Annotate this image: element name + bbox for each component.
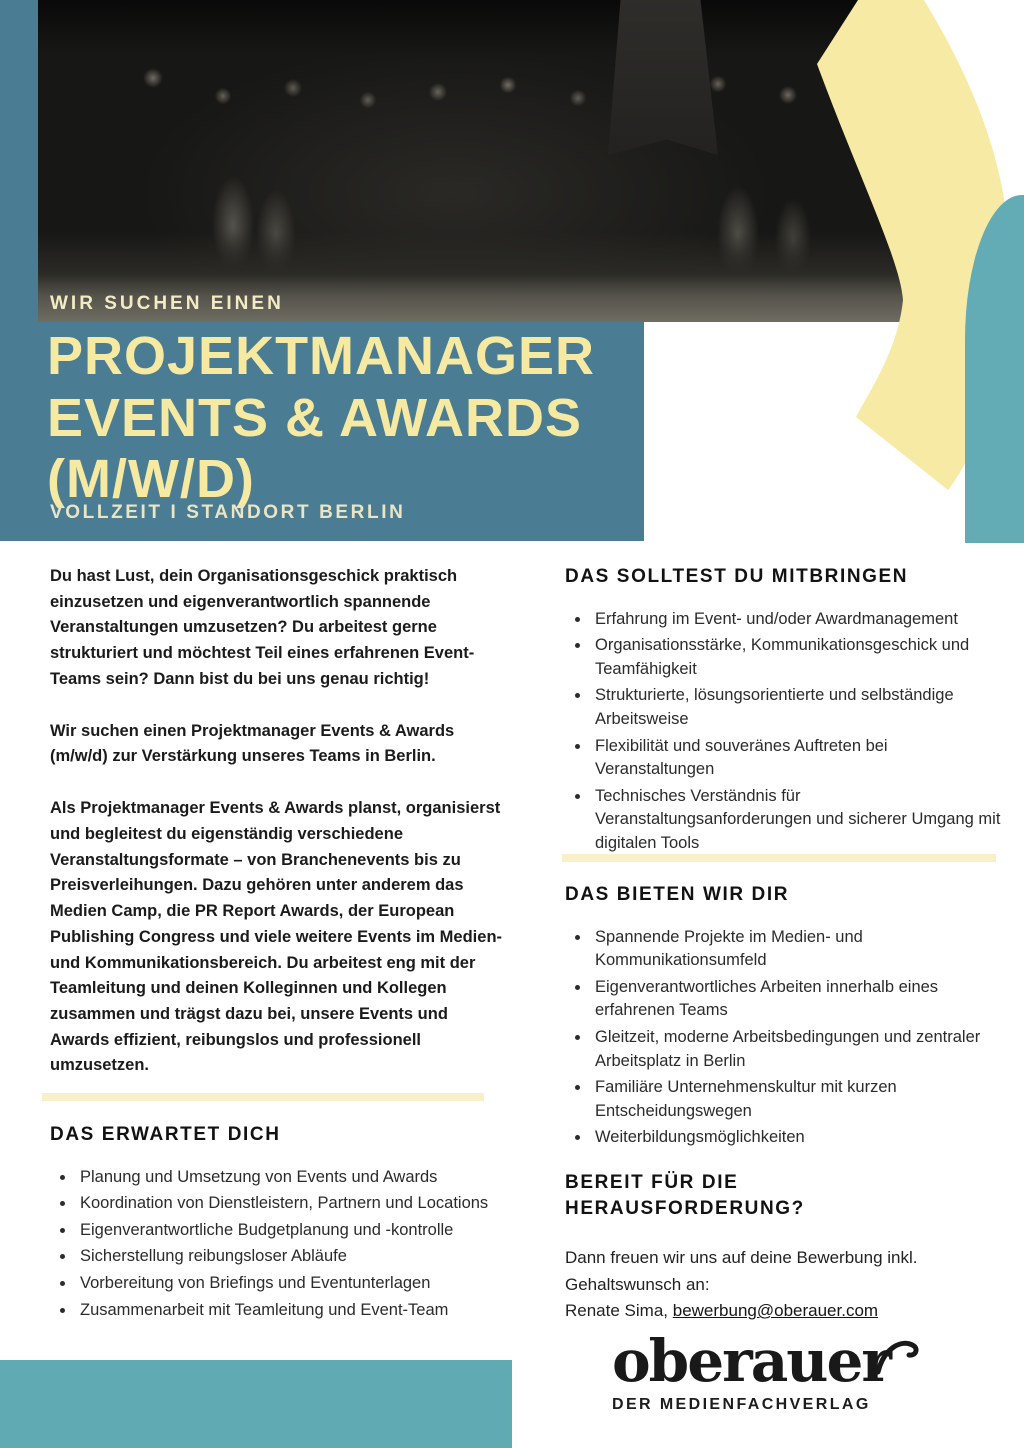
section-bereit — [565, 1170, 1010, 1324]
list-item: • Familiäre Unternehmenskultur mit kurzen Entscheidungswegen — [591, 1076, 1010, 1123]
job-subtitle: VOLLZEIT I STANDORT BERLIN — [50, 502, 406, 523]
job-title — [47, 326, 647, 511]
intro-paragraph-3: Als Projektmanager Events & Awards planst, organisierst und begleitest du eigenständig verschiedene Veranstaltungsformate – von Branchenevents bis zu Preisverleihungen. Dazu gehören unter anderem das Medien Camp, die PR Report Awards, der European Publishing Congress und viele weitere Events im Medien- und Kommunikationsbereich. Du arbeitest eng mit der Teamleitung und deinen Kolleginnen und Kollegen zusammen und trägst dazu bei, unsere Events und Awards effizient, reibungslos und professionell umzusetzen. — [50, 799, 503, 1075]
bieten-list — [565, 926, 1010, 1150]
list-item: • Flexibilität und souveränes Auftreten bei Veranstaltungen — [591, 735, 1010, 782]
job-title-line-2: EVENTS & AWARDS — [47, 387, 583, 448]
divider-bar-left — [42, 1093, 484, 1101]
intro-paragraph-1: Du hast Lust, dein Organisationsgeschick praktisch einzusetzen und eigenverantwortlich spannende Veranstaltungen umzusetzen? Du arbeitest gerne strukturiert und möchtest Teil eines erfahrenen Event-Teams sein? Dann bist du bei uns genau richtig! — [50, 567, 475, 688]
logo-text: oberauer — [612, 1327, 890, 1395]
team-group-photo — [38, 0, 906, 322]
list-item: • Zusammenarbeit mit Teamleitung und Event-Team — [76, 1299, 510, 1323]
list-item: • Spannende Projekte im Medien- und Kommunikationsumfeld — [591, 926, 1010, 973]
list-item: • Organisationsstärke, Kommunikationsgeschick und Teamfähigkeit — [591, 634, 1010, 681]
company-logo — [612, 1327, 912, 1414]
section-mitbringen — [565, 564, 1010, 859]
mitbringen-list — [565, 608, 1010, 856]
list-item: • Gleitzeit, moderne Arbeitsbedingungen und zentraler Arbeitsplatz in Berlin — [591, 1026, 1010, 1073]
eyebrow-text: WIR SUCHEN EINEN — [50, 293, 284, 314]
list-item: • Weiterbildungsmöglichkeiten — [591, 1126, 1010, 1150]
list-item: • Strukturierte, lösungsorientierte und selbständige Arbeitsweise — [591, 684, 1010, 731]
list-item: • Eigenverantwortliches Arbeiten innerhalb eines erfahrenen Teams — [591, 976, 1010, 1023]
contact-line — [565, 1298, 1010, 1324]
section-heading-bereit: BEREIT FÜR DIE HERAUSFORDERUNG? — [565, 1172, 805, 1219]
section-erwartet — [50, 1122, 510, 1325]
list-item: • Sicherstellung reibungsloser Abläufe — [76, 1245, 510, 1269]
list-item: • Technisches Verständnis für Veranstaltungsanforderungen und sicherer Umgang mit digitalen Tools — [591, 785, 1010, 856]
intro-paragraph-2: Wir suchen einen Projektmanager Events & Awards (m/w/d) zur Verstärkung unseres Teams in Berlin. — [50, 721, 455, 766]
email-link[interactable]: bewerbung@oberauer.com — [672, 1300, 879, 1320]
contact-block — [565, 1245, 1010, 1324]
section-heading-mitbringen: DAS SOLLTEST DU MITBRINGEN — [565, 566, 909, 587]
teal-bottom-block — [0, 1360, 512, 1448]
list-item: • Eigenverantwortliche Budgetplanung und -kontrolle — [76, 1219, 510, 1243]
intro-column — [50, 564, 510, 1105]
list-item: • Vorbereitung von Briefings und Eventunterlagen — [76, 1272, 510, 1296]
erwartet-list — [50, 1166, 510, 1323]
contact-name: Renate Sima, — [565, 1300, 673, 1320]
list-item: • Planung und Umsetzung von Events und Awards — [76, 1166, 510, 1190]
list-item: • Erfahrung im Event- und/oder Awardmanagement — [591, 608, 1010, 632]
section-bieten — [565, 882, 1010, 1153]
job-title-line-1: PROJEKTMANAGER — [47, 326, 596, 386]
contact-text: Dann freuen wir uns auf deine Bewerbung inkl. Gehaltswunsch an: — [565, 1248, 918, 1294]
list-item: • Koordination von Dienstleistern, Partnern und Locations — [76, 1192, 510, 1216]
logo-swash-icon — [876, 1336, 920, 1376]
job-title-line-3: (M/W/D) — [47, 449, 255, 510]
section-heading-erwartet: DAS ERWARTET DICH — [50, 1124, 281, 1145]
logo-tagline: DER MEDIENFACHVERLAG — [612, 1395, 871, 1413]
logo-wordmark — [612, 1327, 890, 1395]
section-heading-bieten: DAS BIETEN WIR DIR — [565, 884, 790, 905]
